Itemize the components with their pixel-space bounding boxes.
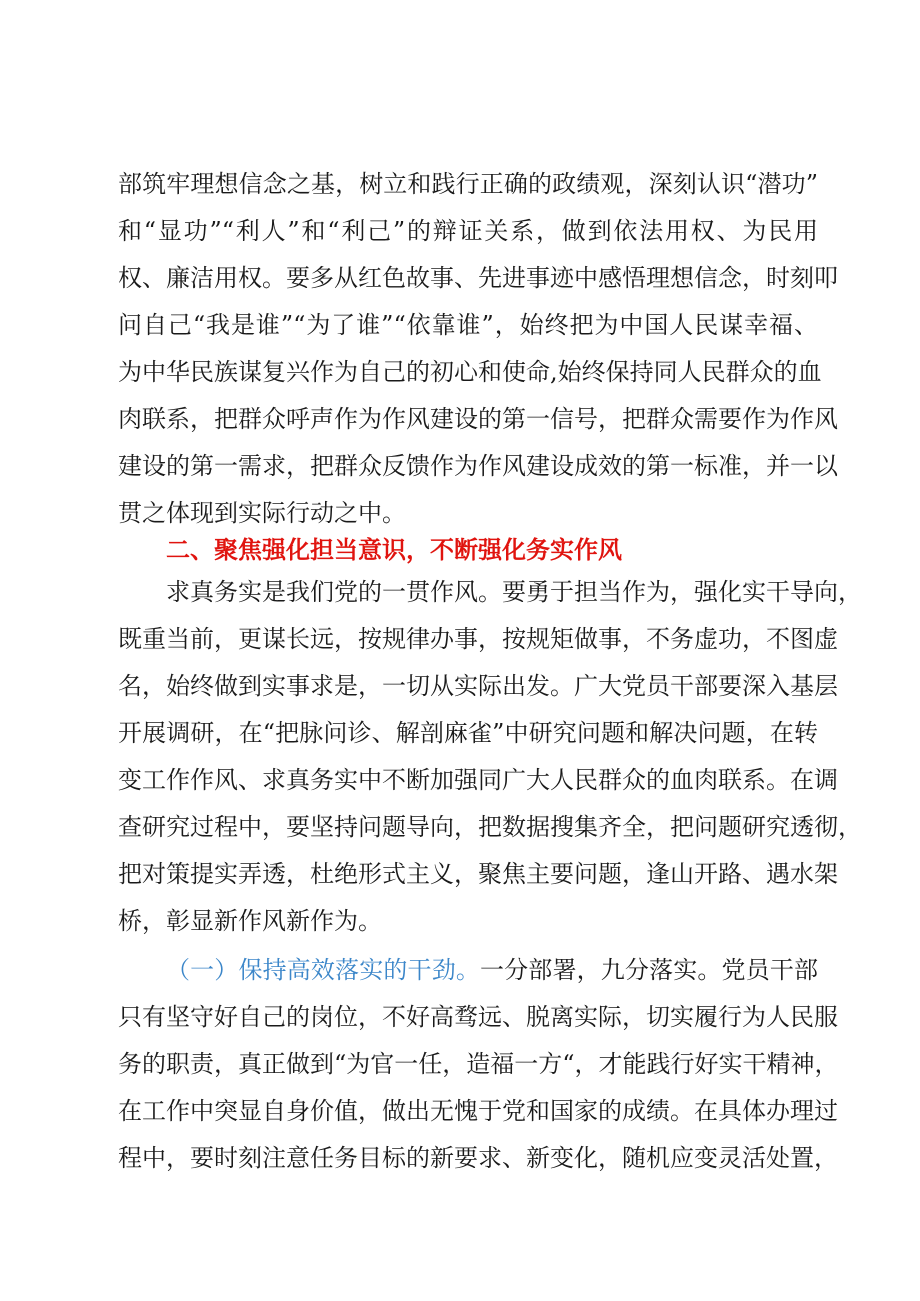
section-heading: 二、聚焦强化担当意识，不断强化务实作风: [166, 536, 622, 564]
subsection-heading: （一）保持高效落实的干劲。: [166, 956, 480, 984]
paragraph-line: 和“显功”“利人”和“利己”的辩证关系，做到依法用权、为民用: [118, 217, 818, 245]
paragraph-line: 求真务实是我们党的一贯作风。要勇于担当作为，强化实干导向，: [166, 578, 862, 606]
paragraph-line: 名，始终做到实事求是，一切从实际出发。广大党员干部要深入基层: [118, 672, 838, 700]
paragraph-line: 部筑牢理想信念之基，树立和践行正确的政绩观，深刻认识“潜功”: [118, 170, 818, 198]
paragraph-line: 问自己“我是谁”“为了谁”“依靠谁”，始终把为中国人民谋幸福、: [118, 311, 818, 339]
paragraph-line: 开展调研，在“把脉问诊、解剖麻雀”中研究问题和解决问题，在转: [118, 719, 818, 747]
paragraph-line: 务的职责，真正做到“为官一任，造福一方“，才能践行好实干精神，: [118, 1050, 839, 1078]
paragraph-line: 贯之体现到实际行动之中。: [118, 499, 406, 527]
paragraph-line: 变工作作风、求真务实中不断加强同广大人民群众的血肉联系。在调: [118, 766, 838, 794]
paragraph-line: 在工作中突显自身价值，做出无愧于党和国家的成绩。在具体办理过: [118, 1097, 838, 1125]
paragraph-line: 建设的第一需求，把群众反馈作为作风建设成效的第一标准，并一以: [118, 452, 838, 480]
paragraph-line: 桥，彰显新作风新作为。: [118, 907, 382, 935]
paragraph-line: 查研究过程中，要坚持问题导向，把数据搜集齐全，把问题研究透彻，: [118, 813, 862, 841]
paragraph-line: 只有坚守好自己的岗位，不好高骛远、脱离实际，切实履行为人民服: [118, 1003, 838, 1031]
paragraph-line: 既重当前，更谋长远，按规律办事，按规矩做事，不务虚功，不图虚: [118, 625, 838, 653]
paragraph-line: 肉联系，把群众呼声作为作风建设的第一信号，把群众需要作为作风: [118, 405, 838, 433]
subsection-first-line-text: 一分部署，九分落实。党员干部: [480, 956, 818, 984]
paragraph-line: 程中，要时刻注意任务目标的新要求、新变化，随机应变灵活处置，: [118, 1144, 838, 1172]
subsection-first-line: [166, 950, 818, 990]
paragraph-line: 为中华民族谋复兴作为自己的初心和使命,始终保持同人民群众的血: [118, 358, 822, 386]
paragraph-line: 把对策提实弄透，杜绝形式主义，聚焦主要问题，逢山开路、遇水架: [118, 860, 838, 888]
paragraph-line: 权、廉洁用权。要多从红色故事、先进事迹中感悟理想信念，时刻叩: [118, 264, 838, 292]
